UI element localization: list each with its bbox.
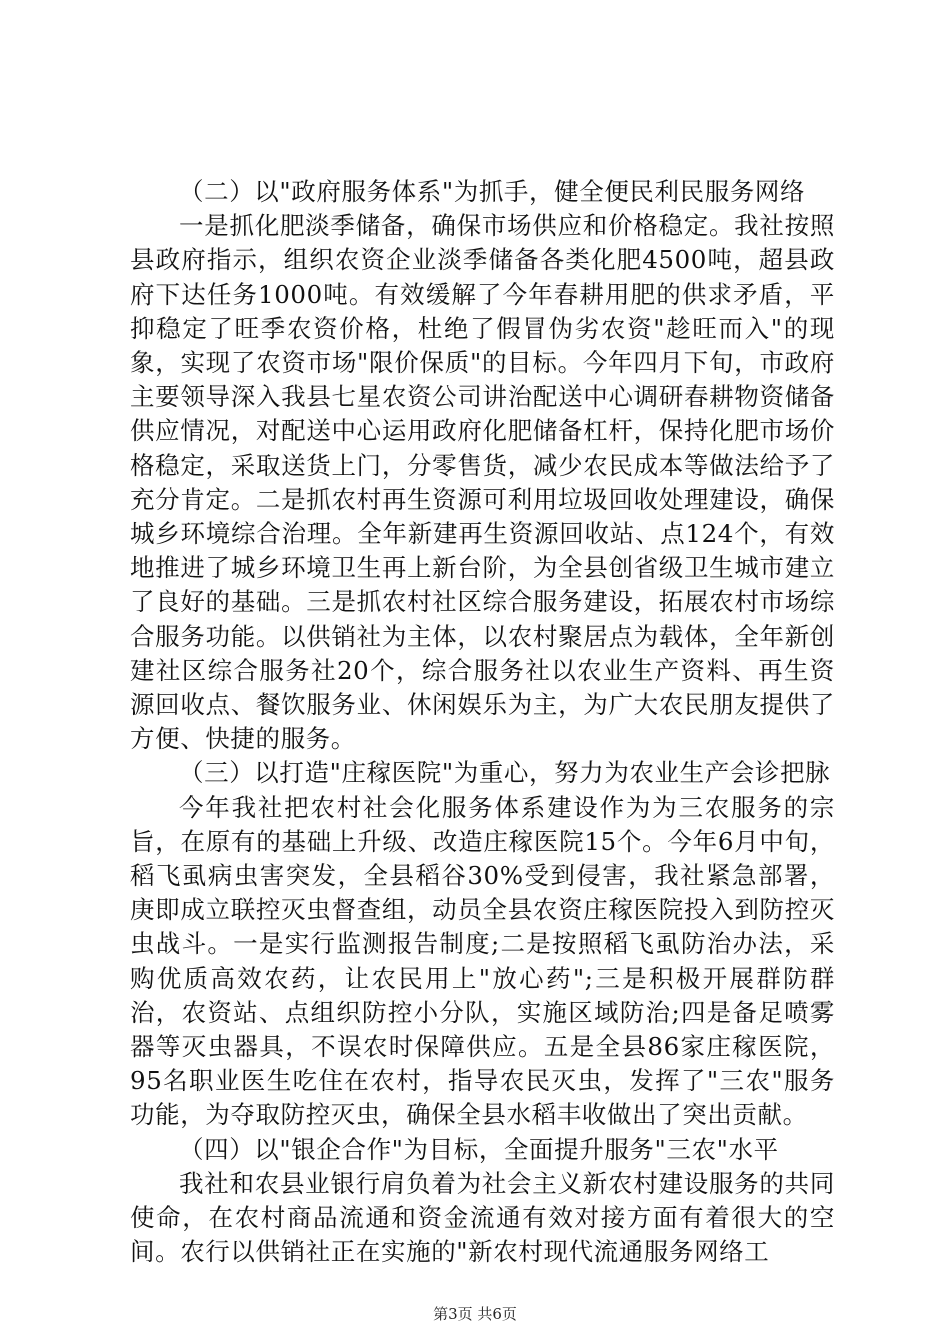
section-heading-3: （三）以打造"庄稼医院"为重心，努力为农业生产会诊把脉 bbox=[179, 758, 831, 788]
section-heading-4: （四）以"银企合作"为目标，全面提升服务"三农"水平 bbox=[179, 1134, 779, 1164]
section-heading-2: （二）以"政府服务体系"为抓手，健全便民利民服务网络 bbox=[179, 177, 806, 206]
document-body bbox=[130, 175, 835, 1270]
section-paragraph-4: 我社和农县业银行肩负着为社会主义新农村建设服务的共同使命，在农村商品流通和资金流通有效对接方面有着很大的空间。农行以供销社正在实施的"新农村现代流通服务网络工 bbox=[130, 1168, 835, 1267]
section-paragraph-2: 一是抓化肥淡季储备，确保市场供应和价格稳定。我社按照县政府指示，组织农资企业淡季储备各类化肥4500吨，超县政府下达任务1000吨。有效缓解了今年春耕用肥的供求矛盾，平抑稳定了旺季农资价格，杜绝了假冒伪劣农资"趁旺而入"的现象，实现了农资市场"限价保质"的目标。今年四月下旬，市政府主要领导深入我县七星农资公司讲治配送中心调研春耕物资储备供应情况，对配送中心运用政府化肥储备杠杆，保持化肥市场价格稳定，采取送货上门，分零售货，减少农民成本等做法给予了充分肯定。二是抓农村再生资源可利用垃圾回收处理建设，确保城乡环境综合治理。全年新建再生资源回收站、点124个，有效地推进了城乡环境卫生再上新台阶，为全县创省级卫生城市建立了良好的基础。三是抓农村社区综合服务建设，拓展农村市场综合服务功能。以供销社为主体，以农村聚居点为载体，全年新创建社区综合服务社20个，综合服务社以农业生产资料、再生资源回收点、餐饮服务业、休闲娱乐为主，为广大农民朋友提供了方便、快捷的服务。 bbox=[130, 211, 835, 754]
section-paragraph-3: 今年我社把农村社会化服务体系建设作为为三农服务的宗旨，在原有的基础上升级、改造庄稼医院15个。今年6月中旬，稻飞虱病虫害突发，全县稻谷30%受到侵害，我社紧急部署，庚即成立联控灭虫督查组，动员全县农资庄稼医院投入到防控灭虫战斗。一是实行监测报告制度;二是按照稻飞虱防治办法，采购优质高效农药，让农民用上"放心药";三是积极开展群防群治，农资站、点组织防控小分队，实施区域防治;四是备足喷雾器等灭虫器具，不误农时保障供应。五是全县86家庄稼医院，95名职业医生吃住在农村，指导农民灭虫，发挥了"三农"服务功能，为夺取防控灭虫，确保全县水稻丰收做出了突出贡献。 bbox=[130, 792, 835, 1130]
page-number-footer: 第3页 共6页 bbox=[433, 1305, 517, 1323]
